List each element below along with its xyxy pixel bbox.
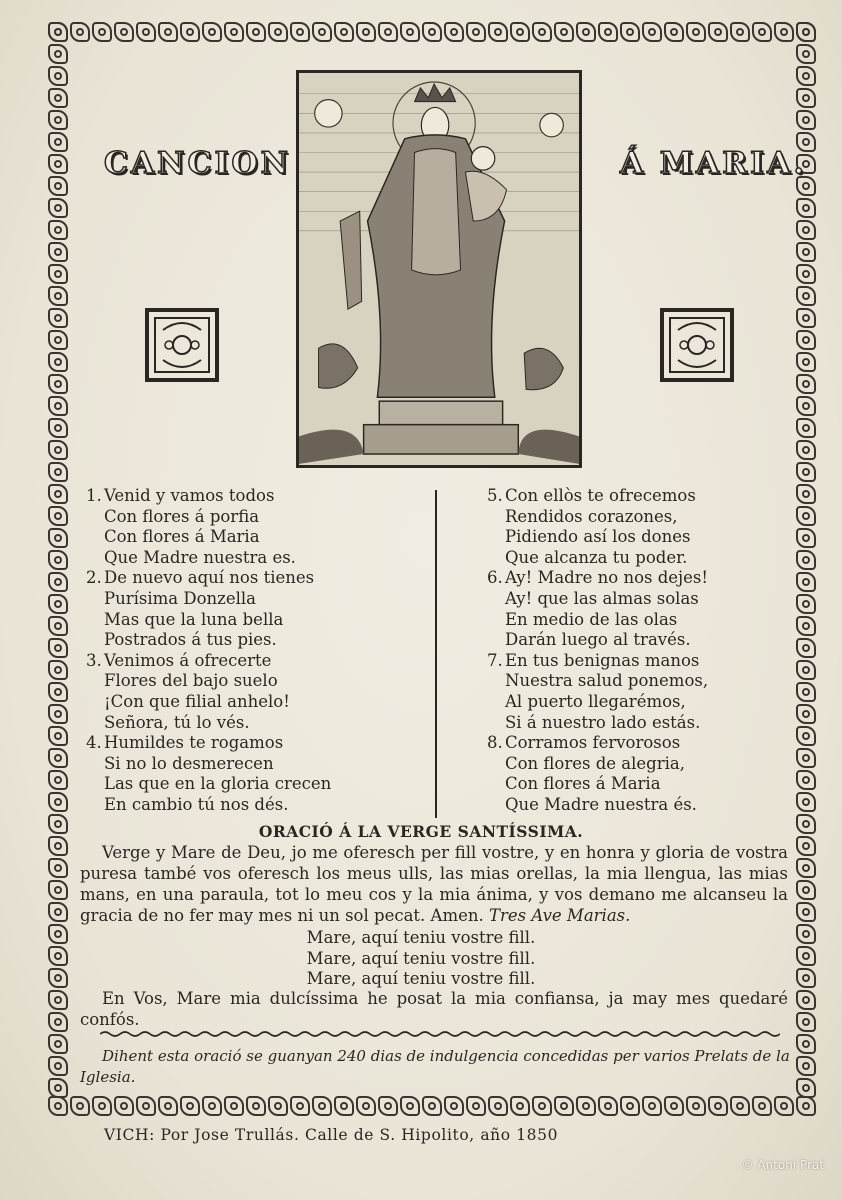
- prayer-repeat-3: Mare, aquí teniu vostre fill.: [306, 969, 536, 988]
- verse-line: [487, 507, 827, 528]
- verse-line: [86, 651, 426, 672]
- border-ornament-icon: [796, 1012, 816, 1032]
- ornamental-border-bottom: [48, 1096, 816, 1116]
- verse-text: Ay! que las almas solas: [505, 588, 699, 608]
- virgin-mary-engraving: [296, 70, 582, 468]
- border-ornament-icon: [48, 264, 68, 284]
- border-ornament-icon: [48, 1034, 68, 1054]
- verse-text: Purísima Donzella: [104, 588, 257, 608]
- border-ornament-icon: [48, 132, 68, 152]
- border-ornament-icon: [796, 220, 816, 240]
- verse-text: Si no lo desmerecen: [104, 753, 274, 773]
- border-ornament-icon: [730, 22, 750, 42]
- border-ornament-icon: [48, 638, 68, 658]
- verse-number: 1.: [86, 486, 102, 505]
- border-ornament-icon: [796, 264, 816, 284]
- verse-number: 5.: [487, 486, 503, 505]
- border-ornament-icon: [158, 1096, 178, 1116]
- verse-line: [86, 568, 426, 589]
- border-ornament-icon: [466, 22, 486, 42]
- border-ornament-icon: [48, 440, 68, 460]
- verse-line: [86, 486, 426, 507]
- border-ornament-icon: [48, 330, 68, 350]
- verse-text: Al puerto llegarémos,: [505, 691, 686, 711]
- verse-text: En tus benignas manos: [505, 650, 700, 670]
- verse-text: Con ellòs te ofrecemos: [505, 486, 696, 505]
- verse-line: [487, 568, 827, 589]
- border-ornament-icon: [48, 110, 68, 130]
- verse-line: [86, 589, 426, 610]
- prayer-text: Verge y Mare de Deu, jo me oferesch per fill vostre, y en honra y gloria de vostra puresa també vos oferesch los meus ulls, las mias orellas, la mia llengua, las mias mans, en una paraula, tot lo meu cos y la mia ánima, y vos demano me alcanseu la gracia de no fer may mes ni un sol pecat. Amen.: [80, 843, 788, 925]
- verse-number: 4.: [86, 733, 102, 753]
- ornament-box-right-icon: [660, 308, 734, 382]
- border-ornament-icon: [48, 66, 68, 86]
- border-ornament-icon: [796, 286, 816, 306]
- border-ornament-icon: [620, 22, 640, 42]
- border-ornament-icon: [686, 1096, 706, 1116]
- ornament-box-left-icon: [145, 308, 219, 382]
- border-ornament-icon: [334, 1096, 354, 1116]
- border-ornament-icon: [796, 308, 816, 328]
- border-ornament-icon: [488, 1096, 508, 1116]
- border-ornament-icon: [48, 594, 68, 614]
- border-ornament-icon: [136, 1096, 156, 1116]
- verse-line: [487, 527, 827, 548]
- verse-line: [86, 795, 426, 816]
- border-ornament-icon: [620, 1096, 640, 1116]
- border-ornament-icon: [796, 462, 816, 482]
- border-ornament-icon: [796, 198, 816, 218]
- border-ornament-icon: [48, 990, 68, 1010]
- verse-text: Señora, tú lo vés.: [104, 712, 250, 732]
- verse-line: [86, 754, 426, 775]
- indulgence-note: Dihent esta oració se guanyan 240 dias de indulgencia concedidas per varios Prelats de la Iglesia.: [80, 1047, 790, 1086]
- border-ornament-icon: [48, 682, 68, 702]
- verse-line: [487, 548, 827, 569]
- verse-text: Venimos á ofrecerte: [104, 650, 272, 670]
- border-ornament-icon: [246, 22, 266, 42]
- border-ornament-icon: [796, 242, 816, 262]
- border-ornament-icon: [48, 528, 68, 548]
- border-ornament-icon: [48, 396, 68, 416]
- border-ornament-icon: [268, 22, 288, 42]
- border-ornament-icon: [48, 858, 68, 878]
- verse-line: [86, 671, 426, 692]
- verse-text: Pidiendo así los dones: [505, 527, 691, 547]
- border-ornament-icon: [48, 308, 68, 328]
- border-ornament-icon: [488, 22, 508, 42]
- border-ornament-icon: [290, 1096, 310, 1116]
- border-ornament-icon: [48, 704, 68, 724]
- border-ornament-icon: [334, 22, 354, 42]
- verse-text: Con flores de alegria,: [505, 753, 685, 773]
- verses-left-column: [86, 486, 426, 816]
- border-ornament-icon: [158, 22, 178, 42]
- border-ornament-icon: [796, 880, 816, 900]
- border-ornament-icon: [48, 572, 68, 592]
- verse-line: [86, 548, 426, 569]
- border-ornament-icon: [202, 22, 222, 42]
- border-ornament-icon: [180, 1096, 200, 1116]
- border-ornament-icon: [598, 22, 618, 42]
- verse-line: [86, 774, 426, 795]
- verse-line: [86, 630, 426, 651]
- border-ornament-icon: [48, 484, 68, 504]
- verse-number: 7.: [487, 650, 503, 670]
- border-ornament-icon: [224, 1096, 244, 1116]
- verse-text: En medio de las olas: [505, 609, 678, 629]
- border-ornament-icon: [708, 22, 728, 42]
- verse-text: Con flores á Maria: [104, 527, 260, 547]
- photo-credit: © Antoni Prat: [741, 1158, 824, 1172]
- border-ornament-icon: [796, 44, 816, 64]
- border-ornament-icon: [48, 1012, 68, 1032]
- ornamental-border-top: [48, 22, 816, 42]
- verse-text: Mas que la luna bella: [104, 609, 284, 629]
- border-ornament-icon: [48, 176, 68, 196]
- border-ornament-icon: [48, 286, 68, 306]
- verse-number: 6.: [487, 568, 503, 588]
- border-ornament-icon: [48, 374, 68, 394]
- title-cancion: CANCION: [104, 146, 292, 181]
- verse-number: 2.: [86, 568, 102, 588]
- border-ornament-icon: [554, 22, 574, 42]
- wavy-rule-divider: [100, 1030, 780, 1038]
- border-ornament-icon: [70, 1096, 90, 1116]
- border-ornament-icon: [598, 1096, 618, 1116]
- border-ornament-icon: [48, 198, 68, 218]
- border-ornament-icon: [664, 1096, 684, 1116]
- border-ornament-icon: [92, 1096, 112, 1116]
- border-ornament-icon: [796, 396, 816, 416]
- verse-text: Venid y vamos todos: [104, 486, 275, 505]
- border-ornament-icon: [48, 1056, 68, 1076]
- border-ornament-icon: [796, 88, 816, 108]
- verse-text: Ay! Madre no nos dejes!: [505, 568, 709, 588]
- verses-right-column: [487, 486, 827, 816]
- verse-line: [487, 671, 827, 692]
- verse-text: En cambio tú nos dés.: [104, 794, 289, 814]
- border-ornament-icon: [48, 44, 68, 64]
- verse-line: [487, 795, 827, 816]
- border-ornament-icon: [48, 154, 68, 174]
- border-ornament-icon: [48, 748, 68, 768]
- border-ornament-icon: [202, 1096, 222, 1116]
- border-ornament-icon: [246, 1096, 266, 1116]
- border-ornament-icon: [400, 22, 420, 42]
- border-ornament-icon: [180, 22, 200, 42]
- border-ornament-icon: [796, 990, 816, 1010]
- border-ornament-icon: [290, 22, 310, 42]
- border-ornament-icon: [796, 902, 816, 922]
- verse-line: [487, 630, 827, 651]
- border-ornament-icon: [752, 22, 772, 42]
- border-ornament-icon: [48, 242, 68, 262]
- border-ornament-icon: [510, 1096, 530, 1116]
- border-ornament-icon: [532, 22, 552, 42]
- verse-text: Nuestra salud ponemos,: [505, 671, 709, 691]
- border-ornament-icon: [774, 1096, 794, 1116]
- border-ornament-icon: [444, 22, 464, 42]
- verse-number: 3.: [86, 650, 102, 670]
- title-a-maria: Á MARIA.: [620, 146, 807, 181]
- border-ornament-icon: [48, 550, 68, 570]
- border-ornament-icon: [796, 440, 816, 460]
- border-ornament-icon: [554, 1096, 574, 1116]
- border-ornament-icon: [48, 88, 68, 108]
- border-ornament-icon: [48, 880, 68, 900]
- border-ornament-icon: [312, 22, 332, 42]
- verse-text: Las que en la gloria crecen: [104, 774, 332, 794]
- border-ornament-icon: [400, 1096, 420, 1116]
- verse-line: [487, 692, 827, 713]
- border-ornament-icon: [708, 1096, 728, 1116]
- border-ornament-icon: [796, 352, 816, 372]
- border-ornament-icon: [796, 66, 816, 86]
- verse-text: Si á nuestro lado estás.: [505, 712, 701, 732]
- border-ornament-icon: [642, 1096, 662, 1116]
- border-ornament-icon: [48, 902, 68, 922]
- border-ornament-icon: [796, 1034, 816, 1054]
- border-ornament-icon: [796, 374, 816, 394]
- verse-text: Postrados á tus pies.: [104, 630, 277, 650]
- verse-line: [86, 610, 426, 631]
- prayer-body: [80, 842, 788, 926]
- border-ornament-icon: [48, 726, 68, 746]
- border-ornament-icon: [92, 22, 112, 42]
- border-ornament-icon: [48, 1078, 68, 1098]
- verse-line: [487, 589, 827, 610]
- border-ornament-icon: [686, 22, 706, 42]
- border-ornament-icon: [48, 616, 68, 636]
- prayer-italic: Tres Ave Marias.: [488, 906, 631, 925]
- border-ornament-icon: [48, 352, 68, 372]
- border-ornament-icon: [730, 1096, 750, 1116]
- verse-text: Flores del bajo suelo: [104, 671, 278, 691]
- border-ornament-icon: [48, 462, 68, 482]
- border-ornament-icon: [796, 1056, 816, 1076]
- border-ornament-icon: [664, 22, 684, 42]
- verse-text: Rendidos corazones,: [505, 506, 678, 526]
- border-ornament-icon: [378, 22, 398, 42]
- border-ornament-icon: [70, 22, 90, 42]
- verse-text: De nuevo aquí nos tienes: [104, 568, 315, 588]
- verse-line: [487, 713, 827, 734]
- verse-line: [487, 486, 827, 507]
- border-ornament-icon: [796, 22, 816, 42]
- border-ornament-icon: [114, 22, 134, 42]
- border-ornament-icon: [136, 22, 156, 42]
- printer-imprint: VICH: Por Jose Trullás. Calle de S. Hipolito, año 1850: [104, 1126, 559, 1144]
- border-ornament-icon: [48, 660, 68, 680]
- verse-text: Darán luego al través.: [505, 630, 691, 650]
- border-ornament-icon: [48, 220, 68, 240]
- border-ornament-icon: [796, 110, 816, 130]
- border-ornament-icon: [356, 22, 376, 42]
- border-ornament-icon: [642, 22, 662, 42]
- prayer-closing: En Vos, Mare mia dulcíssima he posat la mia confiansa, ja may mes quedaré confós.: [80, 989, 788, 1029]
- verse-line: [487, 754, 827, 775]
- verse-line: [86, 507, 426, 528]
- verse-line: [86, 527, 426, 548]
- verse-text: Que alcanza tu poder.: [505, 547, 688, 567]
- border-ornament-icon: [268, 1096, 288, 1116]
- border-ornament-icon: [224, 22, 244, 42]
- border-ornament-icon: [576, 22, 596, 42]
- verse-line: [86, 713, 426, 734]
- verse-text: Con flores á porfia: [104, 506, 260, 526]
- verse-line: [86, 692, 426, 713]
- border-ornament-icon: [114, 1096, 134, 1116]
- border-ornament-icon: [48, 792, 68, 812]
- verse-line: [487, 733, 827, 754]
- border-ornament-icon: [796, 418, 816, 438]
- border-ornament-icon: [796, 330, 816, 350]
- column-divider: [435, 490, 437, 818]
- verse-line: [86, 733, 426, 754]
- verse-text: Corramos fervorosos: [505, 733, 681, 753]
- border-ornament-icon: [312, 1096, 332, 1116]
- border-ornament-icon: [48, 770, 68, 790]
- verse-text: Que Madre nuestra és.: [505, 794, 697, 814]
- border-ornament-icon: [48, 506, 68, 526]
- verse-line: [487, 610, 827, 631]
- border-ornament-icon: [532, 1096, 552, 1116]
- border-ornament-icon: [422, 22, 442, 42]
- border-ornament-icon: [576, 1096, 596, 1116]
- border-ornament-icon: [796, 1078, 816, 1098]
- border-ornament-icon: [796, 858, 816, 878]
- verse-text: Humildes te rogamos: [104, 733, 284, 753]
- prayer-repeat-1: Mare, aquí teniu vostre fill.: [306, 928, 536, 947]
- border-ornament-icon: [510, 22, 530, 42]
- border-ornament-icon: [378, 1096, 398, 1116]
- border-ornament-icon: [48, 22, 68, 42]
- prayer-repeat-2: Mare, aquí teniu vostre fill.: [306, 949, 536, 968]
- verse-number: 8.: [487, 733, 503, 753]
- border-ornament-icon: [444, 1096, 464, 1116]
- verse-text: Que Madre nuestra es.: [104, 547, 296, 567]
- border-ornament-icon: [356, 1096, 376, 1116]
- verse-text: ¡Con que filial anhelo!: [104, 691, 290, 711]
- verse-line: [487, 774, 827, 795]
- verse-text: Con flores á Maria: [505, 774, 661, 794]
- verse-line: [487, 651, 827, 672]
- border-ornament-icon: [466, 1096, 486, 1116]
- border-ornament-icon: [422, 1096, 442, 1116]
- border-ornament-icon: [774, 22, 794, 42]
- prayer-title: ORACIÓ Á LA VERGE SANTÍSSIMA.: [258, 822, 584, 841]
- border-ornament-icon: [48, 418, 68, 438]
- border-ornament-icon: [752, 1096, 772, 1116]
